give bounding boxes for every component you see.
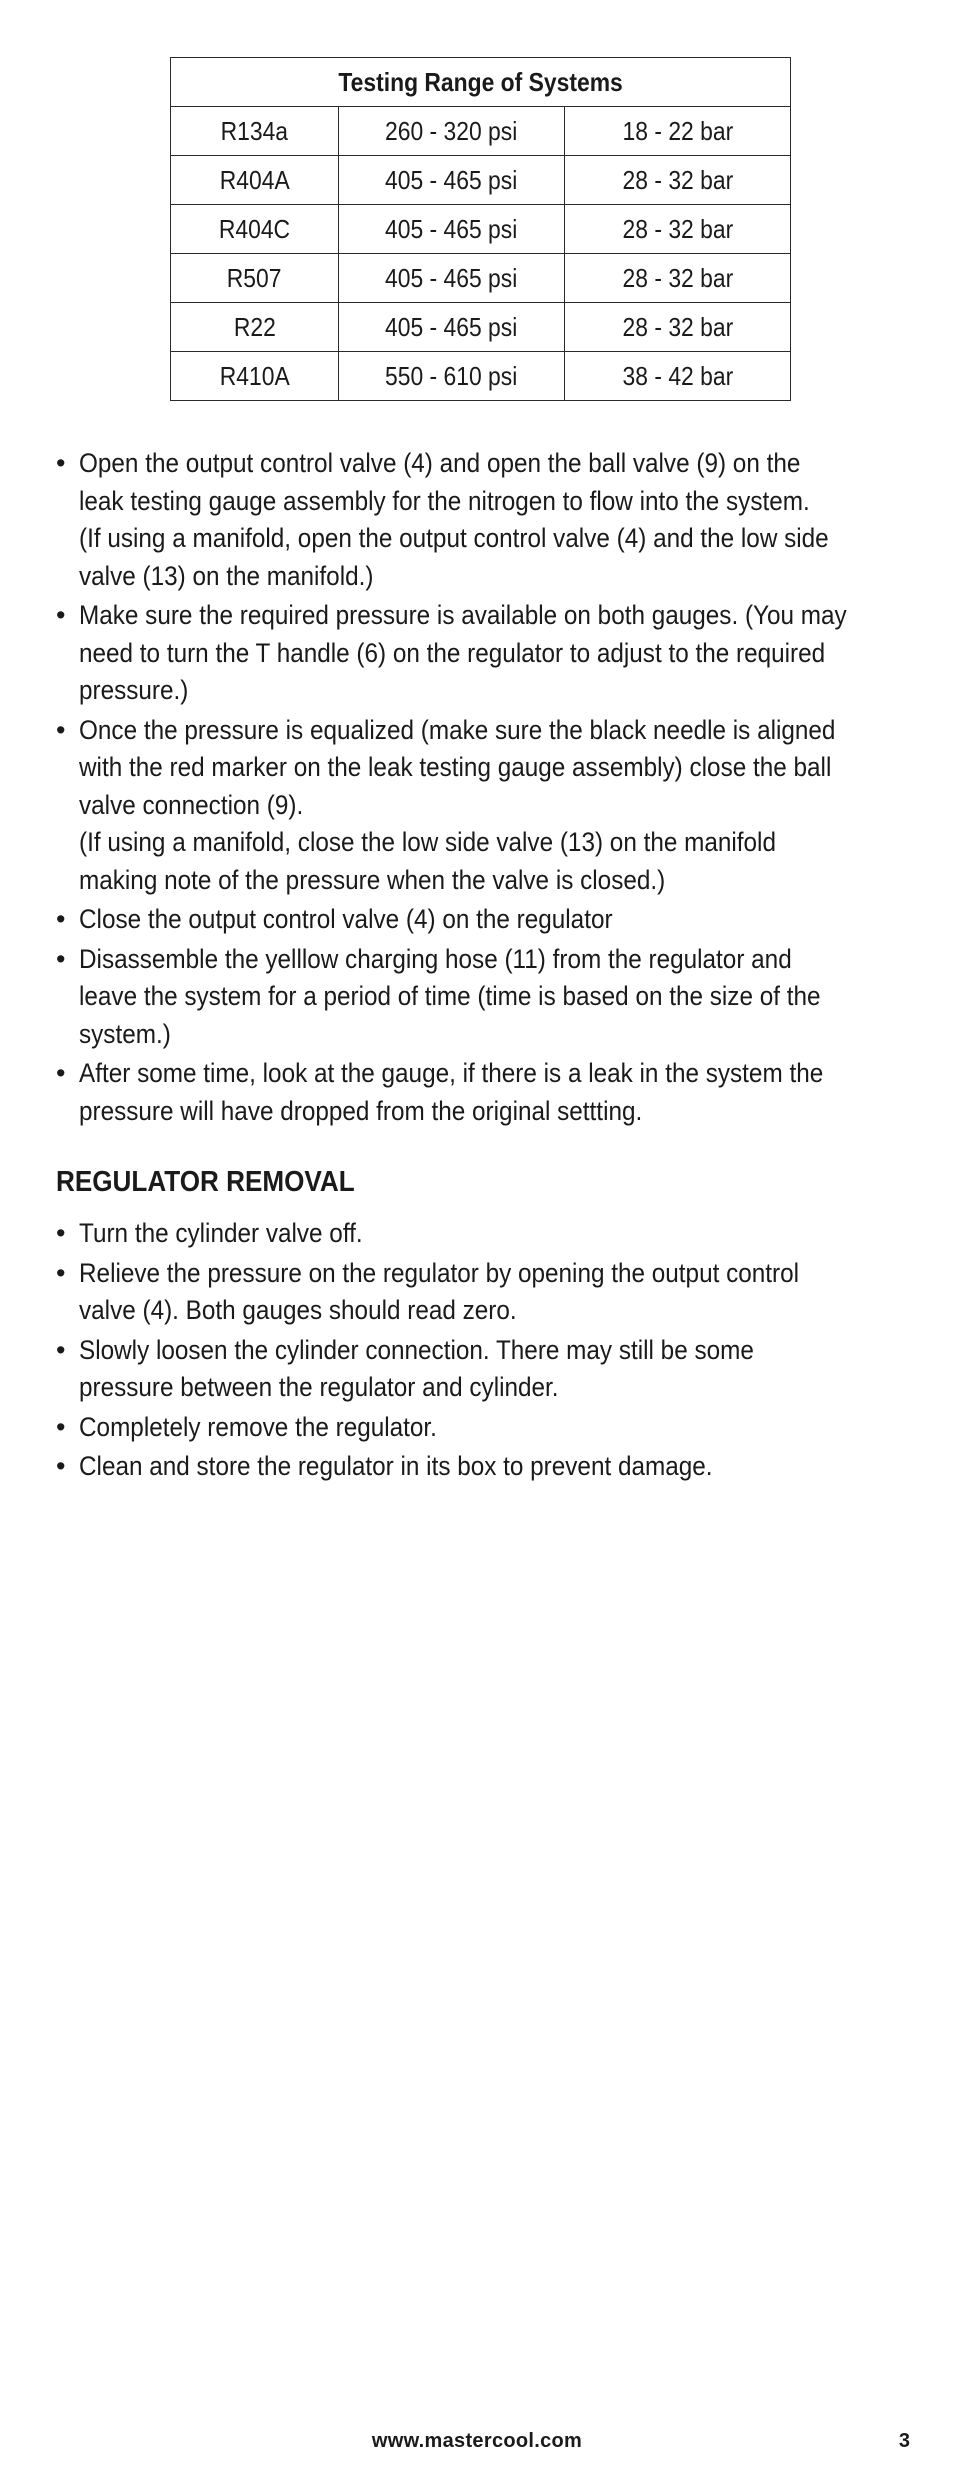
- table-row: [171, 352, 791, 401]
- table-row: [171, 205, 791, 254]
- psi-range-cell: 405 - 465 psi: [339, 303, 565, 352]
- psi-range-cell: 550 - 610 psi: [339, 352, 565, 401]
- bullet-icon: •: [56, 448, 66, 478]
- psi-range-cell: 405 - 465 psi: [339, 205, 565, 254]
- psi-range-cell: 260 - 320 psi: [339, 107, 565, 156]
- list-item: • Open the output control valve (4) and open the ball valve (9) on the leak testing gauge assembly for the nitrogen to flow into the system. (If using a manifold, open the output control valve (4) and the low side valve (13) on the manifold.): [56, 445, 916, 595]
- list-item: • After some time, look at the gauge, if there is a leak in the system the pressure will have dropped from the original settting.: [56, 1055, 916, 1130]
- testing-range-table: [170, 57, 790, 401]
- leak-test-steps-list: [56, 445, 916, 1132]
- refrigerant-cell: R404C: [171, 205, 339, 254]
- psi-range-cell: 405 - 465 psi: [339, 254, 565, 303]
- table-header-row: [171, 58, 791, 107]
- table-row: [171, 107, 791, 156]
- bar-range-cell: 28 - 32 bar: [565, 156, 791, 205]
- bullet-icon: •: [56, 600, 66, 630]
- bullet-icon: •: [56, 904, 66, 934]
- list-item: • Slowly loosen the cylinder connection. There may still be some pressure between the regulator and cylinder.: [56, 1332, 916, 1407]
- list-item: • Relieve the pressure on the regulator by opening the output control valve (4). Both gauges should read zero.: [56, 1255, 916, 1330]
- table-row: [171, 303, 791, 352]
- table-title: Testing Range of Systems: [171, 58, 791, 107]
- refrigerant-cell: R410A: [171, 352, 339, 401]
- refrigerant-cell: R404A: [171, 156, 339, 205]
- bullet-icon: •: [56, 714, 66, 745]
- bar-range-cell: 28 - 32 bar: [565, 254, 791, 303]
- bullet-icon: •: [56, 1411, 66, 1442]
- bullet-icon: •: [56, 1218, 66, 1248]
- regulator-removal-heading: REGULATOR REMOVAL: [56, 1166, 355, 1198]
- refrigerant-cell: R507: [171, 254, 339, 303]
- psi-range-cell: 405 - 465 psi: [339, 156, 565, 205]
- bullet-icon: •: [56, 1058, 66, 1088]
- regulator-removal-steps-list: [56, 1215, 916, 1488]
- bullet-icon: •: [56, 1451, 66, 1481]
- list-item: • Clean and store the regulator in its box to prevent damage.: [56, 1448, 916, 1486]
- bullet-icon: •: [56, 943, 66, 974]
- bar-range-cell: 18 - 22 bar: [565, 107, 791, 156]
- list-item: • Make sure the required pressure is available on both gauges. (You may need to turn the T handle (6) on the regulator to adjust to the required pressure.): [56, 597, 916, 710]
- table-row: [171, 156, 791, 205]
- list-item: • Completely remove the regulator.: [56, 1409, 916, 1447]
- bullet-icon: •: [56, 1257, 66, 1288]
- list-item: • Close the output control valve (4) on the regulator: [56, 901, 916, 939]
- bullet-icon: •: [56, 1334, 66, 1365]
- refrigerant-cell: R22: [171, 303, 339, 352]
- refrigerant-cell: R134a: [171, 107, 339, 156]
- table-row: [171, 254, 791, 303]
- bar-range-cell: 38 - 42 bar: [565, 352, 791, 401]
- list-item: • Disassemble the yelllow charging hose (11) from the regulator and leave the system for a period of time (time is based on the size of the system.): [56, 941, 916, 1054]
- footer-website: www.mastercool.com: [371, 2430, 583, 2452]
- list-item: • Once the pressure is equalized (make sure the black needle is aligned with the red marker on the leak testing gauge assembly) close the ball valve connection (9). (If using a manifold, close the low side valve (13) on the manifold making note of the pressure when the valve is closed.): [56, 712, 916, 900]
- bar-range-cell: 28 - 32 bar: [565, 303, 791, 352]
- bar-range-cell: 28 - 32 bar: [565, 205, 791, 254]
- page-number: 3: [898, 2430, 910, 2452]
- list-item: • Turn the cylinder valve off.: [56, 1215, 916, 1253]
